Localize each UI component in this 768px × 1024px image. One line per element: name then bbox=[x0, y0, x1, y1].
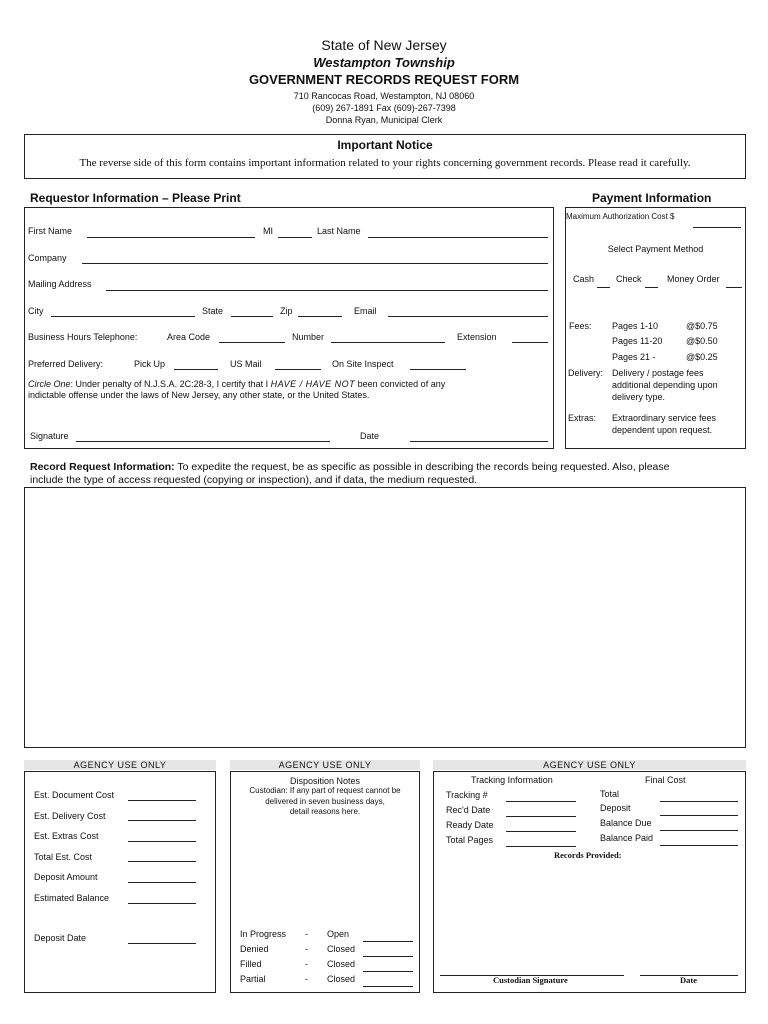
zip-field[interactable] bbox=[298, 316, 342, 317]
status-value: Open bbox=[327, 929, 350, 939]
number-label: Number bbox=[292, 332, 325, 342]
cost-item-label: Est. Document Cost bbox=[34, 790, 115, 800]
fee-pages: Pages 11-20 bbox=[612, 336, 663, 346]
status-dash: - bbox=[305, 944, 308, 954]
last-name-label: Last Name bbox=[317, 226, 361, 236]
email-field[interactable] bbox=[388, 316, 548, 317]
mi-label: MI bbox=[263, 226, 273, 236]
delivery-line: delivery type. bbox=[612, 392, 666, 402]
tracking-label: Rec'd Date bbox=[446, 805, 491, 815]
circle-one-label: Circle One bbox=[28, 379, 71, 389]
status-label: In Progress bbox=[240, 929, 287, 939]
cost-item-field[interactable] bbox=[128, 800, 196, 801]
fee-price: @$0.50 bbox=[686, 336, 718, 346]
select-method-label: Select Payment Method bbox=[607, 244, 704, 254]
cost-item-label: Deposit Date bbox=[34, 933, 87, 943]
cost-item-label: Estimated Balance bbox=[34, 893, 110, 903]
form-title: GOVERNMENT RECORDS REQUEST FORM bbox=[248, 72, 520, 87]
fee-price: @$0.75 bbox=[686, 321, 718, 331]
status-dash: - bbox=[305, 959, 308, 969]
disposition-line: delivered in seven business days, bbox=[265, 797, 385, 806]
certification-line2: indictable offense under the laws of New Jersey, any other state, or the United States. bbox=[28, 390, 370, 400]
status-value: Closed bbox=[327, 959, 356, 969]
mailing-address-label: Mailing Address bbox=[28, 279, 92, 289]
tracking-label: Ready Date bbox=[446, 820, 494, 830]
cert-text-1: : Under penalty of N.J.S.A. 2C:28-3, I certify that I bbox=[70, 379, 271, 389]
company-field[interactable] bbox=[82, 263, 548, 264]
disposition-line: Custodian: If any part of request cannot be bbox=[249, 786, 401, 795]
zip-label: Zip bbox=[280, 306, 293, 316]
cash-field[interactable] bbox=[597, 287, 610, 288]
record-request-area[interactable] bbox=[24, 487, 746, 748]
agency-use-bar: AGENCY USE ONLY bbox=[24, 760, 216, 770]
disposition-title: Disposition Notes bbox=[289, 776, 361, 786]
tracking-field[interactable] bbox=[506, 816, 576, 817]
signature-label: Signature bbox=[30, 431, 69, 441]
business-phone-label: Business Hours Telephone: bbox=[28, 332, 138, 342]
record-request-text1: To expedite the request, be as specific as possible in describing the records being requested. Also, please bbox=[174, 461, 670, 473]
custodian-date-label: Date bbox=[680, 975, 697, 985]
tracking-label: Total Pages bbox=[446, 835, 494, 845]
disposition-line: detail reasons here. bbox=[289, 807, 361, 816]
cost-item-field[interactable] bbox=[128, 861, 196, 862]
have-have-not[interactable]: HAVE / HAVE NOT bbox=[270, 379, 356, 389]
check-label: Check bbox=[616, 274, 642, 284]
township-title: Westampton Township bbox=[313, 55, 455, 70]
us-mail-label: US Mail bbox=[230, 359, 262, 369]
extras-label: Extras: bbox=[568, 413, 597, 423]
status-dash: - bbox=[305, 929, 308, 939]
cost-item-field[interactable] bbox=[128, 820, 196, 821]
custodian-signature-label: Custodian Signature bbox=[493, 975, 568, 985]
status-field[interactable] bbox=[363, 956, 413, 957]
mailing-address-field[interactable] bbox=[106, 290, 548, 291]
status-dash: - bbox=[305, 974, 308, 984]
cost-item-field[interactable] bbox=[128, 903, 196, 904]
area-code-field[interactable] bbox=[219, 342, 285, 343]
signature-field[interactable] bbox=[76, 441, 330, 442]
mi-field[interactable] bbox=[278, 237, 312, 238]
payment-title: Payment Information bbox=[592, 191, 712, 205]
us-mail-field[interactable] bbox=[275, 369, 321, 370]
on-site-field[interactable] bbox=[410, 369, 466, 370]
state-label: State bbox=[202, 306, 224, 316]
fee-pages: Pages 1-10 bbox=[612, 321, 659, 331]
cost-item-field[interactable] bbox=[128, 882, 196, 883]
max-auth-field[interactable] bbox=[693, 227, 741, 228]
final-cost-label: Deposit bbox=[600, 803, 631, 813]
notice-box bbox=[24, 134, 746, 179]
city-label: City bbox=[28, 306, 44, 316]
delivery-line: additional depending upon bbox=[612, 380, 718, 390]
fee-pages: Pages 21 - bbox=[612, 352, 656, 362]
state-title: State of New Jersey bbox=[321, 37, 447, 53]
first-name-field[interactable] bbox=[87, 237, 255, 238]
city-field[interactable] bbox=[51, 316, 195, 317]
status-field[interactable] bbox=[363, 986, 413, 987]
requestor-title: Requestor Information – Please Print bbox=[30, 191, 241, 205]
extension-label: Extension bbox=[457, 332, 497, 342]
pick-up-field[interactable] bbox=[174, 369, 218, 370]
agency-use-bar: AGENCY USE ONLY bbox=[433, 760, 746, 770]
address: 710 Rancocas Road, Westampton, NJ 08060 bbox=[293, 91, 475, 101]
record-request-label: Record Request Information: bbox=[30, 461, 175, 473]
cost-item-field[interactable] bbox=[128, 841, 196, 842]
final-cost-label: Balance Due bbox=[600, 818, 652, 828]
status-label: Filled bbox=[240, 959, 262, 969]
last-name-field[interactable] bbox=[368, 237, 548, 238]
status-label: Denied bbox=[240, 944, 269, 954]
tracking-title: Tracking Information bbox=[471, 775, 553, 785]
extension-field[interactable] bbox=[512, 342, 548, 343]
number-field[interactable] bbox=[331, 342, 445, 343]
final-cost-label: Total bbox=[600, 789, 620, 799]
tracking-field[interactable] bbox=[506, 831, 576, 832]
check-field[interactable] bbox=[645, 287, 658, 288]
area-code-label: Area Code bbox=[167, 332, 211, 342]
first-name-label: First Name bbox=[28, 226, 73, 236]
record-request-line1 bbox=[30, 461, 669, 473]
status-field[interactable] bbox=[363, 941, 413, 942]
requestor-box bbox=[24, 207, 554, 449]
final-cost-title: Final Cost bbox=[645, 775, 686, 785]
agency-use-bar: AGENCY USE ONLY bbox=[230, 760, 420, 770]
tracking-field[interactable] bbox=[506, 846, 576, 847]
extras-line: Extraordinary service fees bbox=[612, 413, 717, 423]
status-label: Partial bbox=[240, 974, 266, 984]
money-order-field[interactable] bbox=[726, 287, 742, 288]
company-label: Company bbox=[28, 253, 67, 263]
fee-price: @$0.25 bbox=[686, 352, 718, 362]
email-label: Email bbox=[354, 306, 377, 316]
cost-item-label: Total Est. Cost bbox=[34, 852, 93, 862]
records-provided-label: Records Provided: bbox=[554, 850, 622, 860]
record-request-text2: include the type of access requested (copying or inspection), and if data, the medium requested. bbox=[30, 474, 478, 486]
cost-item-label: Deposit Amount bbox=[34, 872, 98, 882]
final-cost-field[interactable] bbox=[660, 815, 738, 816]
phone-fax: (609) 267-1891 Fax (609)-267-7398 bbox=[312, 103, 456, 113]
cash-label: Cash bbox=[573, 274, 595, 284]
final-cost-label: Balance Paid bbox=[600, 833, 654, 843]
date-field[interactable] bbox=[410, 441, 548, 442]
status-field[interactable] bbox=[363, 971, 413, 972]
final-cost-field[interactable] bbox=[660, 830, 738, 831]
pick-up-label: Pick Up bbox=[134, 359, 166, 369]
notice-title: Important Notice bbox=[337, 138, 433, 152]
fees-label: Fees: bbox=[569, 321, 592, 331]
status-value: Closed bbox=[327, 974, 356, 984]
delivery-line: Delivery / postage fees bbox=[612, 368, 704, 378]
status-value: Closed bbox=[327, 944, 356, 954]
tracking-field[interactable] bbox=[506, 801, 576, 802]
final-cost-field[interactable] bbox=[660, 845, 738, 846]
date-label: Date bbox=[360, 431, 380, 441]
cost-item-field[interactable] bbox=[128, 943, 196, 944]
cost-item-label: Est. Delivery Cost bbox=[34, 811, 106, 821]
money-order-label: Money Order bbox=[667, 274, 720, 284]
cert-text-2: been convicted of any bbox=[355, 379, 446, 389]
delivery-label: Delivery: bbox=[568, 368, 604, 378]
preferred-delivery-label: Preferred Delivery: bbox=[28, 359, 104, 369]
tracking-label: Tracking # bbox=[446, 790, 488, 800]
state-field[interactable] bbox=[231, 316, 273, 317]
final-cost-field[interactable] bbox=[660, 801, 738, 802]
notice-text: The reverse side of this form contains important information related to your rights concerning government records. Please read it carefully. bbox=[79, 157, 691, 169]
on-site-label: On Site Inspect bbox=[332, 359, 394, 369]
cost-item-label: Est. Extras Cost bbox=[34, 831, 99, 841]
max-auth-label: Maximum Authorization Cost $ bbox=[566, 212, 675, 221]
extras-line: dependent upon request. bbox=[612, 425, 713, 435]
clerk-name: Donna Ryan, Municipal Clerk bbox=[325, 115, 443, 125]
certification-line1 bbox=[28, 379, 445, 389]
